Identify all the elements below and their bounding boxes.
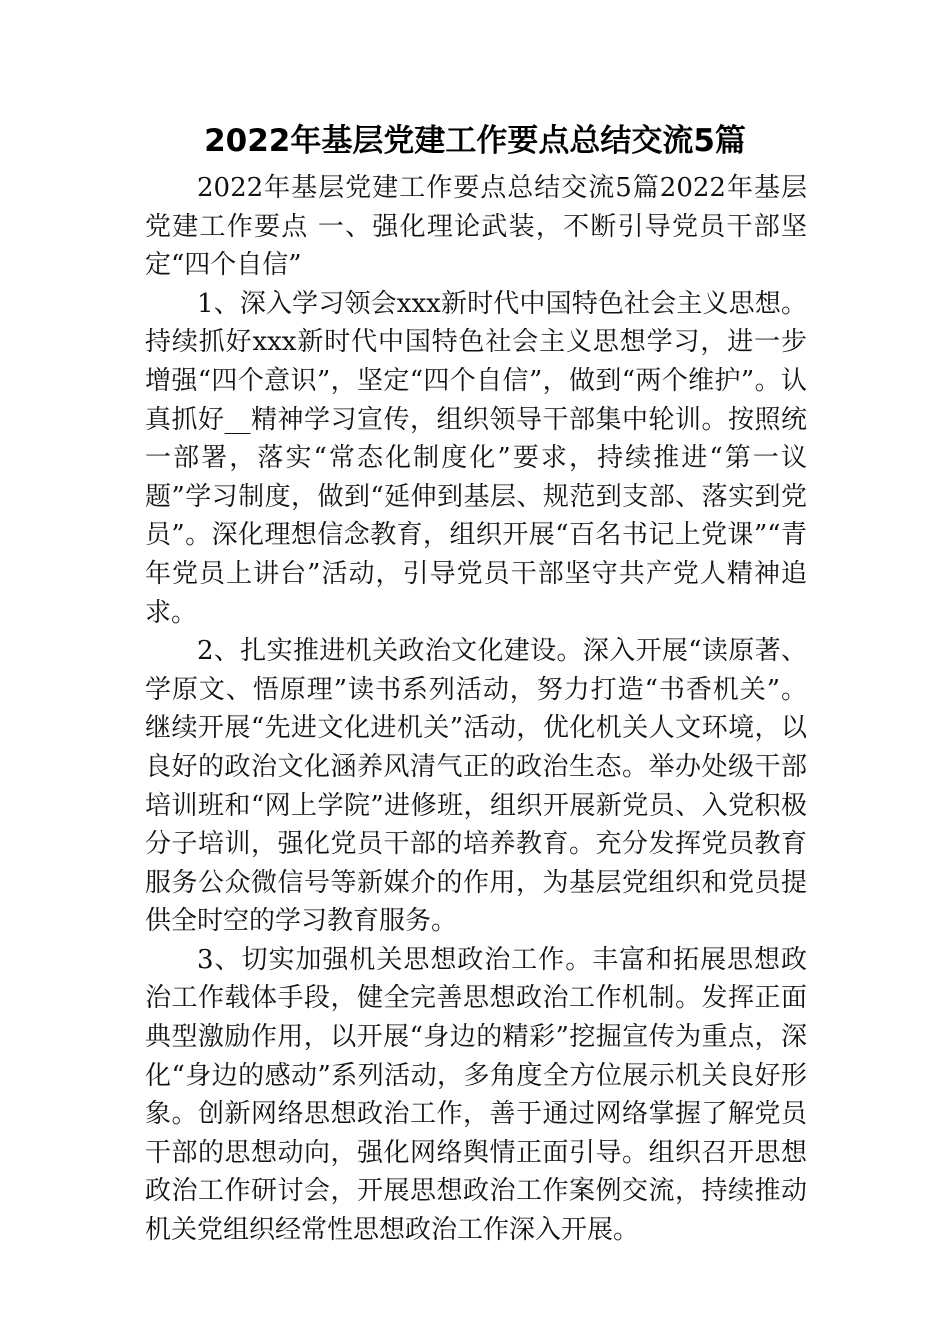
document-title: 2022年基层党建工作要点总结交流5篇 [204,123,746,159]
paragraph-1: 1、深入学习领会xxx新时代中国特色社会主义思想。持续抓好xxx新时代中国特色社会主义思想学习，进一步增强“四个意识”，坚定“四个自信”，做到“两个维护”。认真抓好__精神学习宣传，组织领导干部集中轮训。按照统一部署，落实“常态化制度化”要求，持续推进“第一议题”学习制度，做到“延伸到基层、规范到支部、落实到党员”。深化理想信念教育，组织开展“百名书记上党课”“青年党员上讲台”活动，引导党员干部坚守共产党人精神追求。 [145,288,807,628]
document-body [145,169,807,1250]
paragraph-2: 2、扎实推进机关政治文化建设。深入开展“读原著、学原文、悟原理”读书系列活动，努力打造“书香机关”。继续开展“先进文化进机关”活动，优化机关人文环境，以良好的政治文化涵养风清气正的政治生态。举办处级干部培训班和“网上学院”进修班，组织开展新党员、入党积极分子培训，强化党员干部的培养教育。充分发挥党员教育服务公众微信号等新媒介的作用，为基层党组织和党员提供全时空的学习教育服务。 [145,636,807,937]
paragraph-intro: 2022年基层党建工作要点总结交流5篇2022年基层党建工作要点 一、强化理论武装，不断引导党员干部坚定“四个自信” [145,173,807,281]
paragraph-3: 3、切实加强机关思想政治工作。丰富和拓展思想政治工作载体手段，健全完善思想政治工作机制。发挥正面典型激励作用，以开展“身边的精彩”挖掘宣传为重点，深化“身边的感动”系列活动，多角度全方位展示机关良好形象。创新网络思想政治工作，善于通过网络掌握了解党员干部的思想动向，强化网络舆情正面引导。组织召开思想政治工作研讨会，开展思想政治工作案例交流，持续推动机关党组织经常性思想政治工作深入开展。 [145,944,807,1246]
